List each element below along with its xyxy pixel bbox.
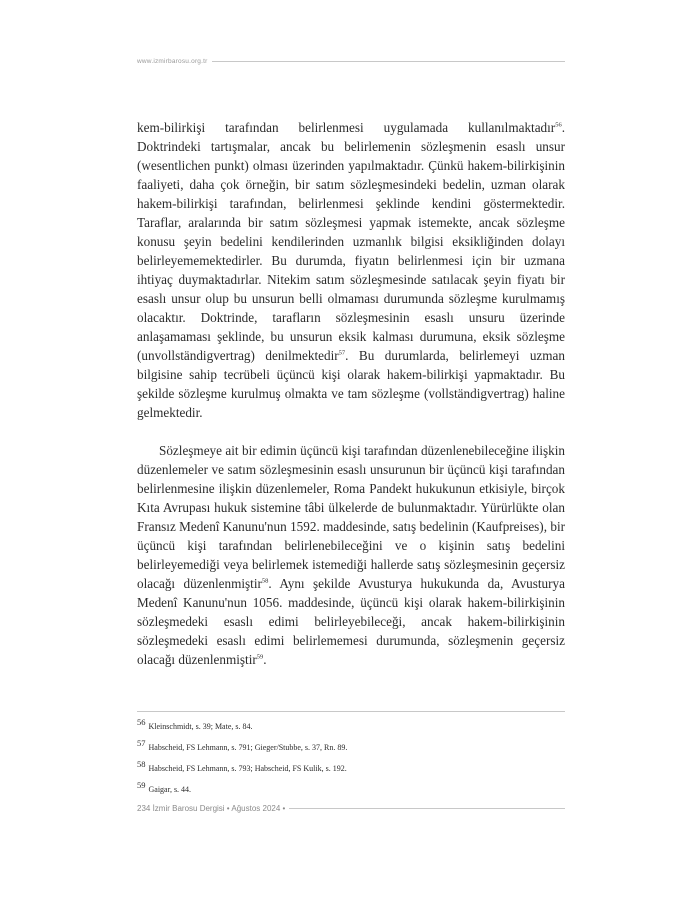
text-run: . Bu durumlarda, belirlemeyi uzman bilgisine sahip tecrübeli üçüncü kişi olarak hakem-bilirkişi yapmaktadır. Bu şekilde sözleşme kurulmuş olmakta ve tam sözleşme (vollständigvertrag) haline gelmektedir.: [137, 348, 565, 420]
footnote-number: 59: [137, 780, 146, 791]
text-run: Sözleşmeye ait bir edimin üçüncü kişi tarafından düzenlenebileceğine ilişkin düzenlemeler ve satım sözleşmesinin esaslı unsurunun bir üçüncü kişi tarafından belirlenmesine ilişkin düzenlemeler, Roma Pandekt hukukunun etkisiyle, birçok Kıta Avrupası hukuk sistemine tâbi ülkelerde de bulunmaktadır. Yürürlükte olan Fransız Medenî Kanunu'nun 1592. maddesinde, satış bedelinin (Kaufpreises), bir üçüncü kişi tarafından belirlenebileceğini ve o kişinin satış bedelini belirleyemediği veya belirlemek istemediği hallerde satış sözleşmesinin geçersiz olacağı düzenlenmiştir: [137, 443, 565, 591]
footer-rule: [289, 808, 565, 809]
footnote-number: 58: [137, 759, 146, 770]
header-url: www.izmirbarosu.org.tr: [137, 57, 208, 65]
footnotes: [137, 717, 565, 806]
text-run: .: [263, 652, 267, 667]
footnote-text: Kleinschmidt, s. 39; Mate, s. 84.: [148, 722, 253, 731]
footnote-text: Gaigar, s. 44.: [148, 785, 192, 794]
footnote-ref-58[interactable]: 58: [261, 577, 269, 585]
text-run: . Aynı şekilde Avusturya hukukunda da, Avusturya Medenî Kanunu'nun 1056. maddesinde, üçüncü kişi olarak hakem-bilirkişinin sözleşmedeki esaslı edimi belirleyebileceği, ancak hakem-bilirkişinin sözleşmedeki esaslı edimi belirlememesi durumunda, sözleşmenin geçersiz olacağı düzenlenmiştir: [137, 576, 565, 667]
footnote-divider: [137, 711, 565, 712]
header-rule: [212, 61, 566, 62]
footnote-ref-56[interactable]: 56: [555, 121, 562, 129]
footnote-text: Habscheid, FS Lehmann, s. 793; Habscheid, FS Kulik, s. 192.: [148, 764, 347, 773]
paragraph-1: [137, 118, 565, 422]
page-header: [137, 55, 565, 67]
footnote-item: [137, 759, 565, 774]
footnote-number: 57: [137, 738, 146, 749]
footnote-ref-59[interactable]: 59: [256, 653, 264, 661]
footnote-item: [137, 738, 565, 753]
text-run: . Doktrindeki tartışmalar, ancak bu belirlemenin sözleşmenin esaslı unsur (wesentlichen punkt) olması üzerinden yapılmaktadır. Çünkü hakem-bilirkişinin faaliyeti, daha çok örneğin, bir satım sözleşmesindeki bedelin, uzman olarak hakem-bilirkişi tarafından, belirlenmesi şeklinde kendini göstermektedir. Taraflar, aralarında bir satım sözleşmesi yapmak istemekte, ancak sözleşme konusu şeyin bedelini kendilerinden uzmanlık bilgisi eksikliğinden dolayı belirleyememektedirler. Bu durumda, fiyatın belirlenmesi için bir uzmana ihtiyaç duymaktadırlar. Nitekim satım sözleşmesinde satılacak şeyin fiyatı bir esaslı unsur olup bu unsurun belli olmaması durumunda sözleşme kurulmamış olacaktır. Doktrinde, tarafların sözleşmesinin esaslı unsuru üzerinde anlaşamaması şeklinde, bu unsurun eksik kalması durumuna, eksik sözleşme (unvollständigvertrag) denilmektedir: [137, 120, 565, 363]
footnote-number: 56: [137, 717, 146, 728]
paragraph-2: [137, 441, 565, 669]
body-text: [137, 118, 565, 669]
footnote-text: Habscheid, FS Lehmann, s. 791; Gieger/Stubbe, s. 37, Rn. 89.: [148, 743, 348, 752]
footnote-ref-57[interactable]: 57: [338, 349, 346, 357]
text-run: kem-bilirkişi tarafından belirlenmesi uygulamada kullanılmaktadır: [137, 120, 556, 135]
footer-text: 234 İzmir Barosu Dergisi • Ağustos 2024 •: [137, 803, 286, 813]
page-footer: [137, 802, 565, 814]
footnote-item: [137, 780, 565, 795]
footnote-item: [137, 717, 565, 732]
